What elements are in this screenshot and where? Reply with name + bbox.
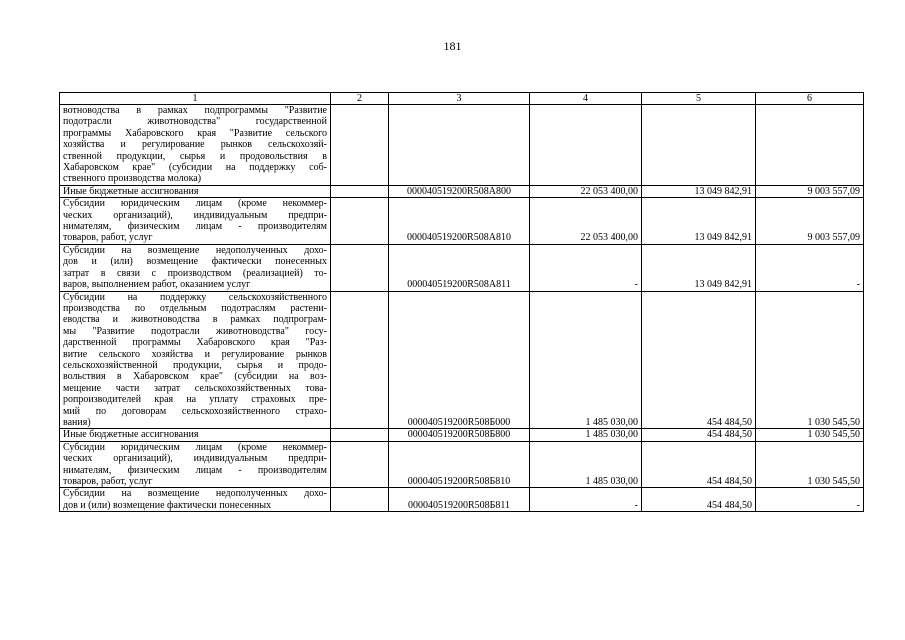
row-name-line: хозяйства и регулирование рынков сельскохозяй- xyxy=(63,139,327,151)
row-name-cell xyxy=(60,185,331,197)
row-name-line: Субсидии юридическим лицам (кроме некоммер- xyxy=(63,441,327,453)
row-value-6-cell: - xyxy=(756,488,864,512)
row-col2-cell xyxy=(331,488,389,512)
row-name-line: дов и (или) возмещение фактически понесенных xyxy=(63,256,327,268)
row-code-cell: 000040519200R508A811 xyxy=(389,244,530,291)
row-code-cell: 000040519200R508A810 xyxy=(389,198,530,245)
row-col2-cell xyxy=(331,185,389,197)
row-value-4-cell: 22 053 400,00 xyxy=(530,198,642,245)
table-row xyxy=(60,441,864,488)
row-name-line: ческих организаций), индивидуальным предпри- xyxy=(63,209,327,221)
row-name-line: сельскохозяйственной продукции, сырья и продо- xyxy=(63,359,327,371)
row-value-5-cell: 454 484,50 xyxy=(642,291,756,429)
page-number: 181 xyxy=(443,39,462,53)
header-cell-6: 6 xyxy=(756,93,864,105)
row-code-cell: 000040519200R508Б000 xyxy=(389,291,530,429)
row-name-cell xyxy=(60,291,331,429)
table-body xyxy=(60,105,864,512)
row-code-cell: 000040519200R508Б800 xyxy=(389,429,530,441)
row-name-line: подотрасли животноводства" государственной xyxy=(63,116,327,128)
row-name-line: Субсидии на возмещение недополученных дохо- xyxy=(63,488,327,500)
row-value-4-cell xyxy=(530,105,642,186)
row-name-line: дов и (или) возмещение фактически понесенных xyxy=(63,499,272,511)
table-row xyxy=(60,429,864,441)
header-cell-4: 4 xyxy=(530,93,642,105)
row-name-line: дарственной программы Хабаровского края "Раз- xyxy=(63,337,327,349)
budget-table xyxy=(59,92,864,512)
row-col2-cell xyxy=(331,244,389,291)
row-name-line: вания) xyxy=(63,416,91,428)
row-value-5-cell: 454 484,50 xyxy=(642,488,756,512)
row-value-6-cell: 1 030 545,50 xyxy=(756,441,864,488)
row-col2-cell xyxy=(331,291,389,429)
row-name-cell xyxy=(60,441,331,488)
row-name-line: варов, выполнением работ, оказанием услуг xyxy=(63,279,251,291)
row-name-line: ческих организаций), индивидуальным предпри- xyxy=(63,453,327,465)
row-code-cell xyxy=(389,105,530,186)
row-name-line: Субсидии на возмещение недополученных дохо- xyxy=(63,244,327,256)
row-name-line: ропроизводителей края на уплату страховых пре- xyxy=(63,394,327,406)
row-name-line: Субсидии юридическим лицам (кроме некоммер- xyxy=(63,198,327,210)
row-value-6-cell: 9 003 557,09 xyxy=(756,185,864,197)
row-name-cell xyxy=(60,244,331,291)
row-col2-cell xyxy=(331,198,389,245)
row-value-5-cell: 454 484,50 xyxy=(642,441,756,488)
table-row xyxy=(60,185,864,197)
row-name-line: еводства и животноводства в рамках подпрограм- xyxy=(63,314,327,326)
row-name-line: товаров, работ, услуг xyxy=(63,232,153,244)
row-value-6-cell: 1 030 545,50 xyxy=(756,291,864,429)
table-row xyxy=(60,291,864,429)
row-name-line: мы "Развитие подотрасли животноводства" госу- xyxy=(63,325,327,337)
row-name-cell xyxy=(60,198,331,245)
row-name-line: товаров, работ, услуг xyxy=(63,476,153,487)
row-value-4-cell: 1 485 030,00 xyxy=(530,429,642,441)
row-name-line: вотноводства в рамках подпрограммы "Развитие xyxy=(63,105,327,116)
row-value-4-cell: - xyxy=(530,488,642,512)
row-name-line: Хабаровском крае" (субсидии на поддержку соб- xyxy=(63,162,327,174)
header-cell-5: 5 xyxy=(642,93,756,105)
table-row xyxy=(60,105,864,186)
row-value-4-cell: 1 485 030,00 xyxy=(530,291,642,429)
row-value-6-cell: - xyxy=(756,244,864,291)
row-name-cell xyxy=(60,429,331,441)
row-code-cell: 000040519200R508Б811 xyxy=(389,488,530,512)
row-name-line: ственной продукции, сырья и продовольствия в xyxy=(63,150,327,162)
row-name-line: вольствия в Хабаровском крае" (субсидии на воз- xyxy=(63,371,327,383)
row-value-5-cell xyxy=(642,105,756,186)
row-value-4-cell: 1 485 030,00 xyxy=(530,441,642,488)
row-value-5-cell: 454 484,50 xyxy=(642,429,756,441)
row-name-line: витие сельского хозяйства и регулирование рынков xyxy=(63,348,327,360)
row-value-5-cell: 13 049 842,91 xyxy=(642,244,756,291)
row-col2-cell xyxy=(331,441,389,488)
row-value-4-cell: - xyxy=(530,244,642,291)
header-cell-2: 2 xyxy=(331,93,389,105)
row-name-cell xyxy=(60,488,331,512)
table-row xyxy=(60,244,864,291)
row-value-4-cell: 22 053 400,00 xyxy=(530,185,642,197)
row-name-line: Субсидии на поддержку сельскохозяйственного xyxy=(63,291,327,303)
row-name-line: Иные бюджетные ассигнования xyxy=(63,429,199,441)
row-name-line: нимателям, физическим лицам - производителям xyxy=(63,221,327,233)
row-name-line: затрат в связи с производством (реализацией) то- xyxy=(63,267,327,279)
row-name-line: мий по договорам сельскохозяйственного страхо- xyxy=(63,405,327,417)
row-value-6-cell: 1 030 545,50 xyxy=(756,429,864,441)
row-name-line: мещение части затрат сельскохозяйственных това- xyxy=(63,382,327,394)
row-name-line: программы Хабаровского края "Развитие сельского xyxy=(63,127,327,139)
header-cell-3: 3 xyxy=(389,93,530,105)
row-name-line: нимателям, физическим лицам - производителям xyxy=(63,464,327,476)
row-value-5-cell: 13 049 842,91 xyxy=(642,198,756,245)
row-code-cell: 000040519200R508Б810 xyxy=(389,441,530,488)
row-col2-cell xyxy=(331,105,389,186)
row-value-6-cell: 9 003 557,09 xyxy=(756,198,864,245)
row-code-cell: 000040519200R508A800 xyxy=(389,185,530,197)
row-value-6-cell xyxy=(756,105,864,186)
row-col2-cell xyxy=(331,429,389,441)
table-row xyxy=(60,198,864,245)
row-name-cell xyxy=(60,105,331,186)
row-name-line: ственного производства молока) xyxy=(63,173,202,185)
row-value-5-cell: 13 049 842,91 xyxy=(642,185,756,197)
row-name-line: Иные бюджетные ассигнования xyxy=(63,185,199,197)
header-row xyxy=(60,93,864,105)
row-name-line: производства по отдельным подотраслям растени- xyxy=(63,302,327,314)
header-cell-1: 1 xyxy=(60,93,331,105)
table-row xyxy=(60,488,864,512)
